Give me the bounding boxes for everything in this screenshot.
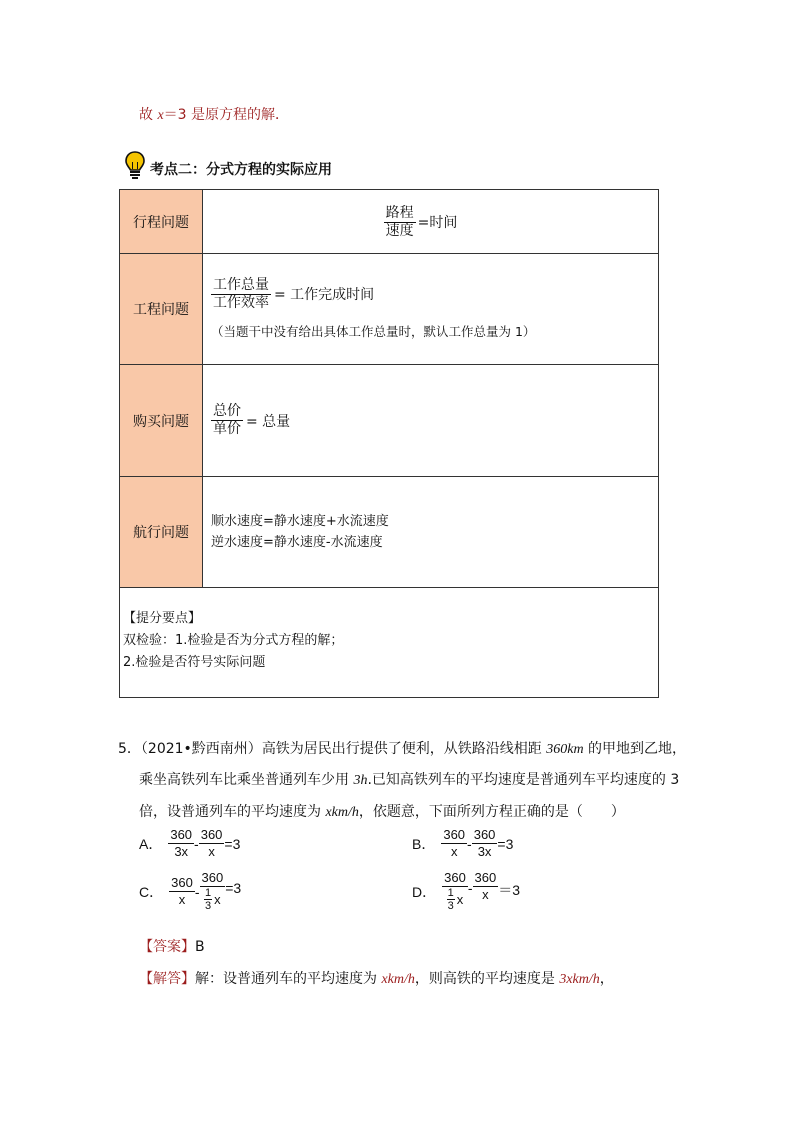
answer-value: B [195, 939, 205, 955]
tips-title: 【提分要点】 [123, 611, 202, 626]
option-c[interactable]: C． $\frac{360}{x}$ - 360 $\frac{1}{3}$ x =3 [139, 870, 242, 913]
formula-cell: $\frac{\text{工作总量}}{\text{工作效率}}$ = 工作完成时间 （当题干中没有给出具体工作总量时，默认工作总量为 1） [203, 254, 659, 365]
table-row [120, 588, 659, 698]
formula-cell: $\frac{\text{路程}}{\text{速度}}$ =时间 [203, 190, 659, 254]
formula-fraction: $\frac{\text{总价}}{\text{单价}}$ [213, 403, 241, 437]
solution-line: 【解答】解：设普通列车的平均速度为 xkm/h，则高铁的平均速度是 3xkm/h， [139, 971, 614, 987]
option-d[interactable]: D． 360 $\frac{1}{3}$ x - $\frac{360}{x}$ ＝3 [412, 870, 520, 913]
table-row [120, 254, 659, 365]
formula-note: （当题干中没有给出具体工作总量时，默认工作总量为 1） [211, 324, 536, 340]
table-row [120, 477, 659, 588]
section-heading [124, 150, 332, 180]
tips-cell: 【提分要点】 双检验：1.检验是否为分式方程的解； 2.检验是否符号实际问题 [120, 588, 659, 698]
option-a[interactable]: A． $\frac{360}{3x}$ - $\frac{360}{x}$ =3 [139, 827, 241, 860]
formula-fraction: $\frac{\text{工作总量}}{\text{工作效率}}$ [213, 276, 269, 311]
row-label: 购买问题 [120, 365, 203, 477]
question-line-2: 乘坐高铁列车比乘坐普通列车少用 3h.已知高铁列车的平均速度是普通列车平均速度的 3 [139, 772, 680, 788]
formula-cell: $\frac{\text{总价}}{\text{单价}}$ = 总量 [203, 365, 659, 477]
table-row [120, 365, 659, 477]
answer-line: 【答案】B [139, 939, 205, 955]
question-line-3: 倍，设普通列车的平均速度为 xkm/h，依题意，下面所列方程正确的是（ ） [139, 804, 625, 820]
row-label: 工程问题 [120, 254, 203, 365]
table-row [120, 190, 659, 254]
lightbulb-icon [124, 150, 146, 180]
section-title: 考点二：分式方程的实际应用 [150, 162, 332, 178]
conclusion-line: 故 x＝3 是原方程的解． [139, 107, 290, 123]
row-label: 行程问题 [120, 190, 203, 254]
formula-fraction: $\frac{\text{路程}}{\text{速度}}$ [385, 204, 414, 239]
row-label: 航行问题 [120, 477, 203, 588]
question-line-1: 5．（2021•黔西南州）高铁为居民出行提供了便利，从铁路沿线相距 360km 的甲地到乙地， [118, 741, 687, 757]
formula-cell: 顺水速度=静水速度+水流速度 逆水速度=静水速度-水流速度 [203, 477, 659, 588]
knowledge-table [119, 189, 659, 698]
option-b[interactable]: B． $\frac{360}{x}$ - $\frac{360}{3x}$ =3 [412, 827, 514, 860]
